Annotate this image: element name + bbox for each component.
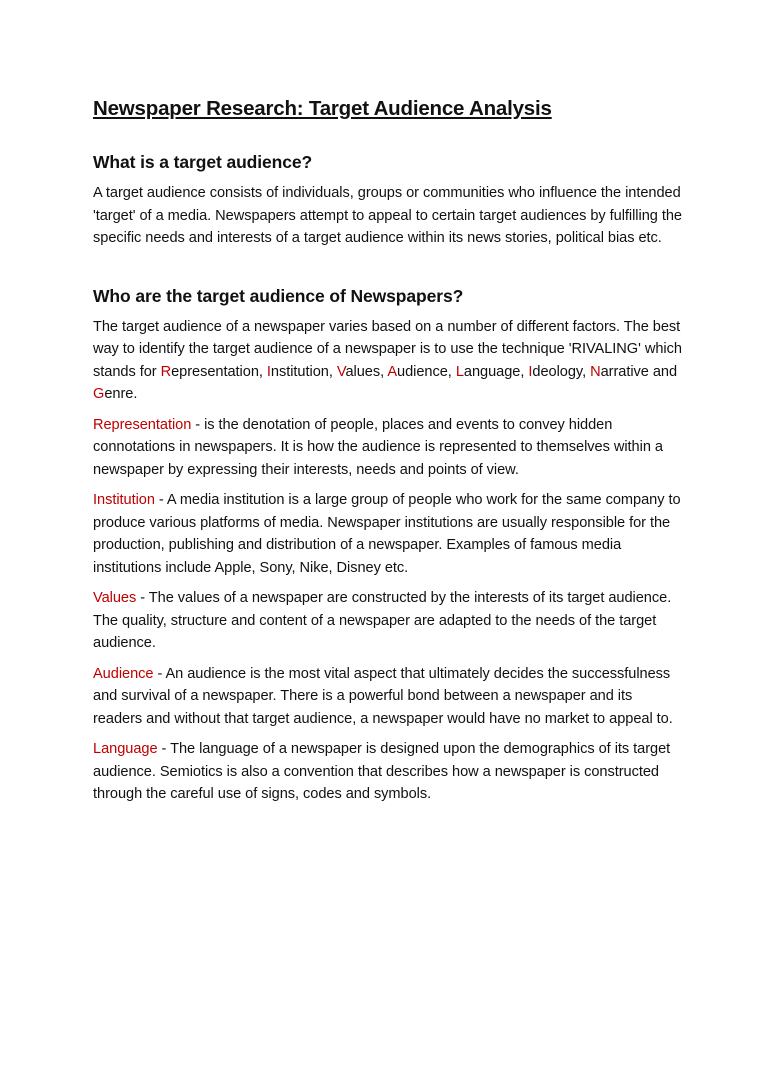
term-label: Values: [93, 590, 137, 606]
acronym-word: [387, 364, 447, 380]
acronym-separator: ,: [258, 363, 267, 380]
rivaling-acronym: [93, 364, 677, 403]
acronym-initial: G: [93, 386, 105, 402]
acronym-rest: deology: [532, 363, 583, 380]
term-label: Audience: [93, 665, 154, 682]
section-heading-what-is: What is a target audience?: [93, 152, 313, 172]
acronym-rest: anguage: [463, 363, 521, 380]
document-page: [93, 95, 683, 814]
acronym-initial: I: [266, 363, 271, 380]
acronym-initial: L: [455, 363, 464, 380]
acronym-separator: ,: [328, 363, 337, 380]
term-label: Language: [93, 741, 158, 757]
section-heading-who-are: Who are the target audience of Newspapers?: [93, 285, 464, 306]
section-spacer: [93, 258, 683, 284]
term-definitions: [93, 414, 683, 806]
document-title: Newspaper Research: Target Audience Analysis: [93, 97, 552, 120]
rivaling-intro-paragraph: [93, 316, 683, 406]
term-paragraph: [93, 489, 683, 579]
acronym-word: [267, 364, 329, 380]
acronym-rest: enre: [104, 386, 134, 402]
acronym-initial: A: [387, 363, 398, 380]
acronym-word: [590, 364, 649, 380]
acronym-rest: udience: [397, 363, 448, 380]
acronym-initial: R: [160, 363, 172, 380]
term-label: Representation: [93, 416, 192, 433]
acronym-separator: ,: [520, 363, 529, 380]
acronym-rest: epresentation: [171, 363, 259, 380]
acronym-separator: .: [133, 386, 138, 402]
acronym-separator: ,: [582, 363, 591, 380]
acronym-word: [161, 364, 259, 380]
acronym-separator: ,: [380, 363, 388, 380]
term-definition: - is the denotation of people, places and events to convey hidden connotations in newspapers. It is how the audience is represented to themselves within a newspaper by expressing their interests, needs and points of view.: [93, 416, 663, 478]
term-paragraph: [93, 587, 683, 655]
acronym-rest: arrative: [600, 363, 649, 380]
term-paragraph: [93, 738, 683, 806]
acronym-word: [337, 364, 380, 380]
term-definition: - The language of a newspaper is designed upon the demographics of its target audience. Semiotics is also a convention that describes how a newspaper is constructed through the careful use of signs, codes and symbols.: [93, 741, 671, 802]
acronym-word: [93, 386, 133, 402]
term-definition: - An audience is the most vital aspect that ultimately decides the successfulness and survival of a newspaper. There is a powerful bond between a newspaper and its readers and without that target audience, a newspaper would have no market to appeal to.: [93, 665, 673, 727]
acronym-separator: ,: [447, 363, 456, 380]
acronym-rest: nstitution: [270, 363, 329, 380]
acronym-rest: alues: [345, 363, 381, 380]
term-label: Institution: [93, 492, 155, 508]
acronym-initial: I: [528, 363, 533, 380]
acronym-initial: N: [590, 363, 601, 380]
term-paragraph: [93, 663, 683, 731]
acronym-word: [528, 364, 582, 380]
section-body-what-is: A target audience consists of individuals, groups or communities who influence the intended 'target' of a media. Newspapers attempt to appeal to certain target audiences by fulfilling the specific needs and interests of a target audience within its news stories, political bias etc.: [93, 185, 682, 246]
rivaling-intro-text: The target audience of a newspaper varies based on a number of different factors. The best way to identify the target audience of a newspaper is to use the technique 'RIVALING' which stands for: [93, 318, 682, 380]
acronym-word: [456, 364, 521, 380]
term-definition: - The values of a newspaper are constructed by the interests of its target audience. The quality, structure and content of a newspaper are adapted to the needs of the target audience.: [93, 590, 672, 651]
term-paragraph: [93, 414, 683, 482]
acronym-separator: and: [648, 363, 678, 380]
term-definition: - A media institution is a large group of people who work for the same company to produce various platforms of media. Newspaper institutions are usually responsible for the production, publishing and distribution of a newspaper. Examples of famous media institutions include Apple, Sony, Nike, Disney etc.: [93, 492, 681, 576]
acronym-initial: V: [336, 363, 346, 380]
